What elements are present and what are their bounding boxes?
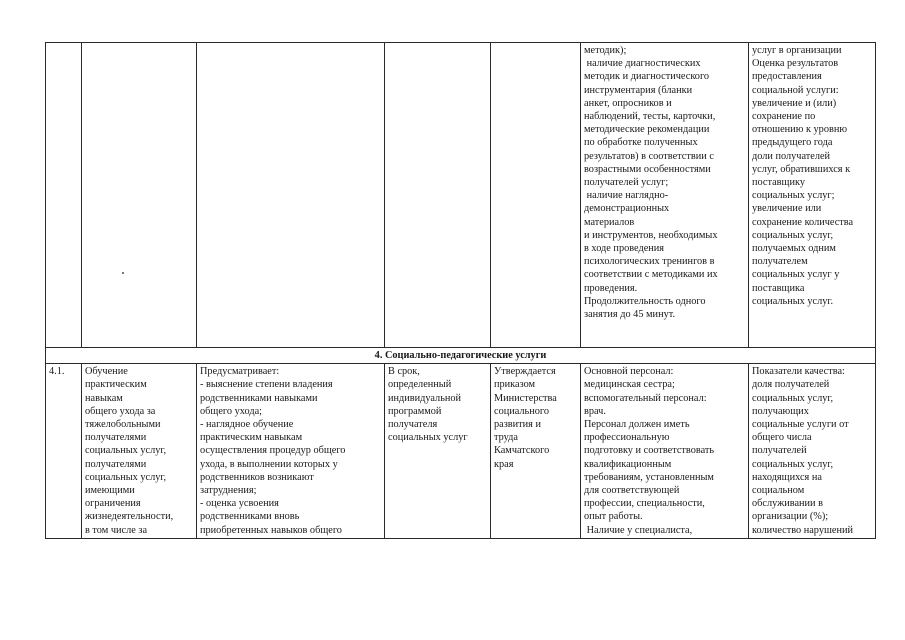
text-line: квалификационным — [584, 458, 672, 470]
text-line: социальном — [752, 485, 805, 497]
text-line: в том числе за — [85, 524, 148, 536]
text-line: приказом — [494, 379, 536, 391]
text-line: родственниками навыками — [200, 392, 318, 404]
text-line: количество нарушений — [752, 524, 854, 536]
text-line: ограничения — [85, 498, 141, 510]
text-line: социальной услуги: — [752, 84, 839, 96]
text-line: социальных услуг; — [752, 190, 835, 202]
text-line: - оценка усвоения — [200, 498, 279, 510]
text-line: индивидуальной — [388, 392, 462, 404]
text-line: возрастными особенностями — [584, 163, 711, 175]
text-line: профессии, специальности, — [584, 498, 705, 510]
cell-number — [46, 43, 82, 348]
text-line: получателя — [388, 419, 438, 431]
text-line: требованиям, установленным — [584, 471, 714, 483]
text-line: профессиональную — [584, 432, 670, 444]
text-line: Предусматривает: — [200, 366, 280, 378]
text-line: услуг, обратившихся к — [752, 163, 851, 175]
text-line: увеличение и (или) — [752, 97, 837, 109]
cell-service-name — [82, 364, 197, 539]
cell-description — [197, 364, 385, 539]
text-line: Камчатского — [494, 445, 550, 457]
text-line: жизнедеятельности, — [85, 511, 174, 523]
text-line: края — [494, 458, 514, 470]
text-line: Оценка результатов — [752, 58, 839, 70]
services-table — [45, 42, 876, 539]
cell-conditions — [581, 364, 749, 539]
cell-number — [46, 364, 82, 539]
text-line: проведения. — [584, 282, 638, 294]
text-line: - наглядное обучение — [200, 419, 294, 431]
text-line: родственниками вновь — [200, 511, 300, 523]
text-line: занятия до 45 минут. — [584, 309, 676, 321]
text-line: медицинская сестра; — [584, 379, 675, 391]
text-line: Обучение — [85, 366, 128, 378]
text-line: приобретенных навыков общего — [200, 524, 342, 536]
text-line: получателями — [85, 432, 147, 444]
text-line: поставщика — [752, 282, 805, 294]
cell-tariff — [491, 364, 581, 539]
text-line: осуществления процедур общего — [200, 445, 346, 457]
text-line: социальных услуг у — [752, 269, 840, 281]
text-line: по обработке полученных — [584, 137, 698, 149]
text-line: имеющими — [85, 485, 135, 497]
text-line: доля получателей — [752, 379, 830, 391]
text-line: - выяснение степени владения — [200, 379, 333, 391]
text-line: соответствии с методиками их — [584, 269, 718, 281]
text-line: для соответствующей — [584, 485, 680, 497]
cell-term — [385, 364, 491, 539]
text-line: затруднения; — [200, 485, 257, 497]
text-line: материалов — [584, 216, 635, 228]
text-line: наличие наглядно- — [584, 190, 669, 202]
text-line: сохранение количества — [752, 216, 854, 228]
text-line: Показатели качества: — [752, 366, 845, 378]
text-line: демонстрационных — [584, 203, 670, 215]
cell-description — [197, 43, 385, 348]
text-line: предоставления — [752, 71, 822, 83]
text-line: увеличение или — [752, 203, 822, 215]
text-line: отношению к уровню — [752, 124, 848, 136]
text-line: получателей услуг; — [584, 177, 669, 189]
text-line: подготовку и соответствовать — [584, 445, 715, 457]
text-line: социальных услуг. — [752, 295, 834, 307]
text-line: психологических тренингов в — [584, 256, 715, 268]
cell-conditions — [581, 43, 749, 348]
text-line: обслуживании в — [752, 498, 823, 510]
text-line: в ходе проведения — [584, 243, 665, 255]
text-line: развития и — [494, 419, 541, 431]
text-line: наблюдений, тесты, карточки, — [584, 111, 716, 123]
text-line: анкет, опросников и — [584, 97, 672, 109]
cell-quality — [749, 364, 876, 539]
text-line: социальные услуги от — [752, 419, 849, 431]
section-header-row — [46, 348, 876, 364]
text-line: организации (%); — [752, 511, 829, 523]
text-line: сохранение по — [752, 111, 816, 123]
text-line: инструментария (бланки — [584, 84, 693, 96]
text-line: получателем — [752, 256, 808, 268]
text-line: родственников возникают — [200, 471, 314, 483]
text-line: Министерства — [494, 392, 557, 404]
text-line: опыт работы. — [584, 511, 643, 523]
text-line: социальных услуг, — [752, 392, 834, 404]
text-line: получателей — [752, 445, 807, 457]
text-line: определенный — [388, 379, 452, 391]
text-line: тяжелобольными — [85, 419, 161, 431]
text-line: социальных услуг, — [85, 445, 167, 457]
text-line: получающих — [752, 405, 809, 417]
text-line: Основной персонал: — [584, 366, 674, 378]
text-line: получателями — [85, 458, 147, 470]
text-line: Утверждается — [494, 366, 556, 378]
text-line: навыкам — [85, 392, 123, 404]
text-line: Наличие у специалиста, — [584, 524, 693, 536]
text-line: результатов) в соответствии с — [584, 150, 714, 162]
text-line: практическим навыкам — [200, 432, 303, 444]
text-line: Персонал должен иметь — [584, 419, 690, 431]
text-line: ухода, в выполнении которых у — [200, 458, 338, 470]
text-line: вспомогательный персонал: — [584, 392, 707, 404]
text-line: методик); — [584, 45, 627, 56]
text-line: социальных услуг, — [752, 458, 834, 470]
text-line: программой — [388, 405, 442, 417]
text-line: Продолжительность одного — [584, 295, 706, 307]
text-line: методические рекомендации — [584, 124, 710, 136]
text-line: труда — [494, 432, 518, 444]
text-line: находящихся на — [752, 471, 822, 483]
text-line: врач. — [584, 405, 606, 417]
text-line: В срок, — [388, 366, 420, 378]
text-line: социального — [494, 405, 550, 417]
cell-quality — [749, 43, 876, 348]
text-line: социальных услуг, — [752, 229, 834, 241]
text-line: и инструментов, необходимых — [584, 229, 718, 241]
text-line: предыдущего года — [752, 137, 833, 149]
text-line: общего ухода; — [200, 405, 263, 417]
text-line: услуг в организации — [752, 45, 842, 56]
text-line: методик и диагностического — [584, 71, 710, 83]
cell-tariff — [491, 43, 581, 348]
text-line: общего ухода за — [85, 405, 156, 417]
text-line: получаемых одним — [752, 243, 836, 255]
text-line: наличие диагностических — [584, 58, 701, 70]
table-row — [46, 364, 876, 539]
text-line: социальных услуг — [388, 432, 468, 444]
text-line: практическим — [85, 379, 147, 391]
cell-service-name — [82, 43, 197, 348]
text-line: общего числа — [752, 432, 812, 444]
text-line: социальных услуг, — [85, 471, 167, 483]
section-title: 4. Социально-педагогические услуги — [46, 348, 876, 364]
row-number: 4.1. — [49, 366, 65, 378]
table-row — [46, 43, 876, 348]
text-line: доли получателей — [752, 150, 831, 162]
text-line: поставщику — [752, 177, 805, 189]
cell-term — [385, 43, 491, 348]
